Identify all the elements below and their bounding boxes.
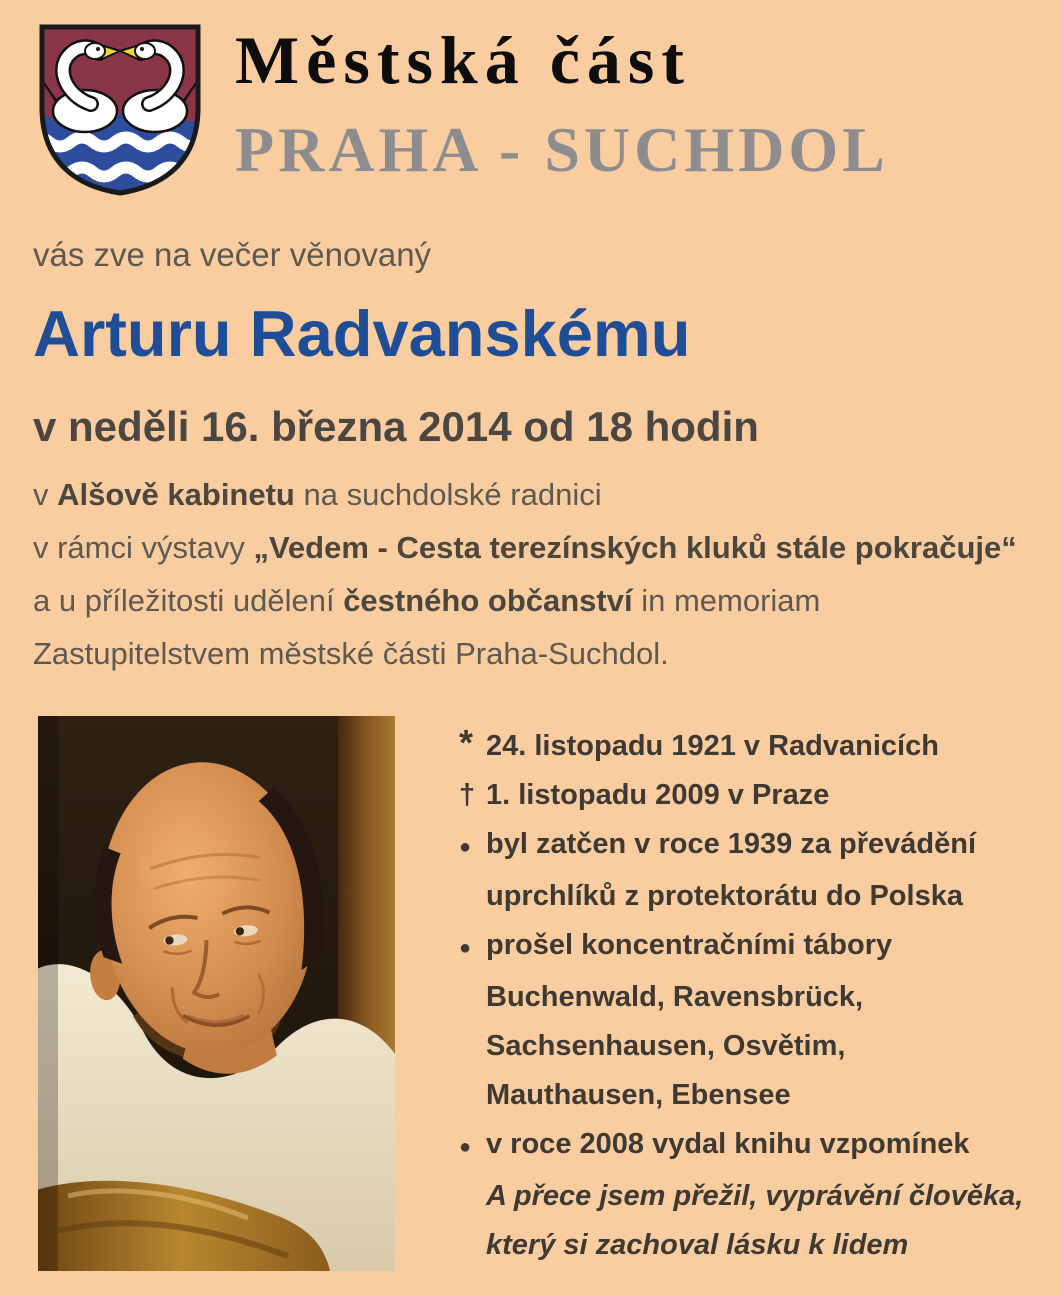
bio-death-line: [459, 771, 1023, 820]
organization-name: [235, 20, 889, 185]
text-segment: Zastupitelstvem městské části Praha-Suchdol.: [33, 636, 669, 671]
bio-text: 24. listopadu 1921 v Radvanicích: [486, 730, 939, 762]
bio-text: Mauthausen, Ebensee: [486, 1079, 791, 1111]
text-segment: v: [33, 477, 58, 512]
bio-text: 1. listopadu 2009 v Praze: [486, 779, 830, 811]
bio-text: A přece jsem přežil, vyprávění člověka,: [486, 1180, 1024, 1212]
coat-of-arms-icon: [35, 20, 205, 200]
text-segment-bold: „Vedem - Cesta terezínských kluků stále pokračuje“: [253, 530, 1017, 565]
intro-line: vás zve na večer věnovaný: [33, 236, 432, 273]
bio-book-title-line-1: [459, 1172, 1023, 1221]
bio-text: byl zatčen v roce 1939 za převádění: [486, 828, 977, 860]
dagger-marker: †: [459, 779, 476, 811]
event-venue-line: [33, 468, 1061, 521]
bio-camps-line: [459, 921, 1023, 973]
bio-text: v roce 2008 vydal knihu vzpomínek: [486, 1128, 970, 1160]
text-segment-bold: čestného občanství: [343, 583, 633, 618]
honoree-name: Arturu Radvanskému: [33, 297, 691, 370]
text-segment-bold: Alšově kabinetu: [57, 477, 295, 512]
text-segment: na suchdolské radnici: [294, 477, 602, 512]
citizenship-line: [33, 574, 1061, 627]
bullet-icon: ●: [459, 836, 472, 858]
portrait-photo: [38, 716, 395, 1271]
bio-camps-line-2: [459, 973, 1023, 1022]
event-datetime: v neděli 16. března 2014 od 18 hodin: [33, 403, 759, 450]
bio-text: prošel koncentračními tábory: [486, 929, 893, 961]
bullet-icon: ●: [459, 1136, 472, 1158]
bio-camps-line-4: [459, 1071, 1023, 1120]
bio-birth-line: [459, 718, 1023, 771]
exhibition-line: [33, 521, 1061, 574]
bio-book-line: [459, 1120, 1023, 1172]
council-line: [33, 627, 1061, 680]
org-name-line2: PRAHA - SUCHDOL: [235, 114, 889, 185]
text-segment: v rámci výstavy: [33, 530, 254, 565]
event-details: [33, 468, 1061, 680]
text-segment: a u příležitosti udělení: [33, 583, 344, 618]
bio-text: který si zachoval lásku k lidem: [486, 1229, 909, 1261]
bullet-icon: ●: [459, 937, 472, 959]
bio-arrest-line-2: [459, 872, 1023, 921]
bio-camps-line-3: [459, 1022, 1023, 1071]
bio-arrest-line: [459, 820, 1023, 872]
bio-text: Sachsenhausen, Osvětim,: [486, 1030, 846, 1062]
bio-text: Buchenwald, Ravensbrück,: [486, 981, 864, 1013]
bio-list: [459, 716, 1023, 1271]
text-segment: in memoriam: [632, 583, 821, 618]
org-name-line1: Městská část: [235, 22, 692, 98]
asterisk-marker: *: [459, 722, 474, 763]
header: [0, 0, 1061, 200]
bio-text: uprchlíků z protektorátu do Polska: [486, 880, 963, 912]
main-content: [38, 716, 1061, 1271]
bio-book-title-line-2: [459, 1221, 1023, 1270]
